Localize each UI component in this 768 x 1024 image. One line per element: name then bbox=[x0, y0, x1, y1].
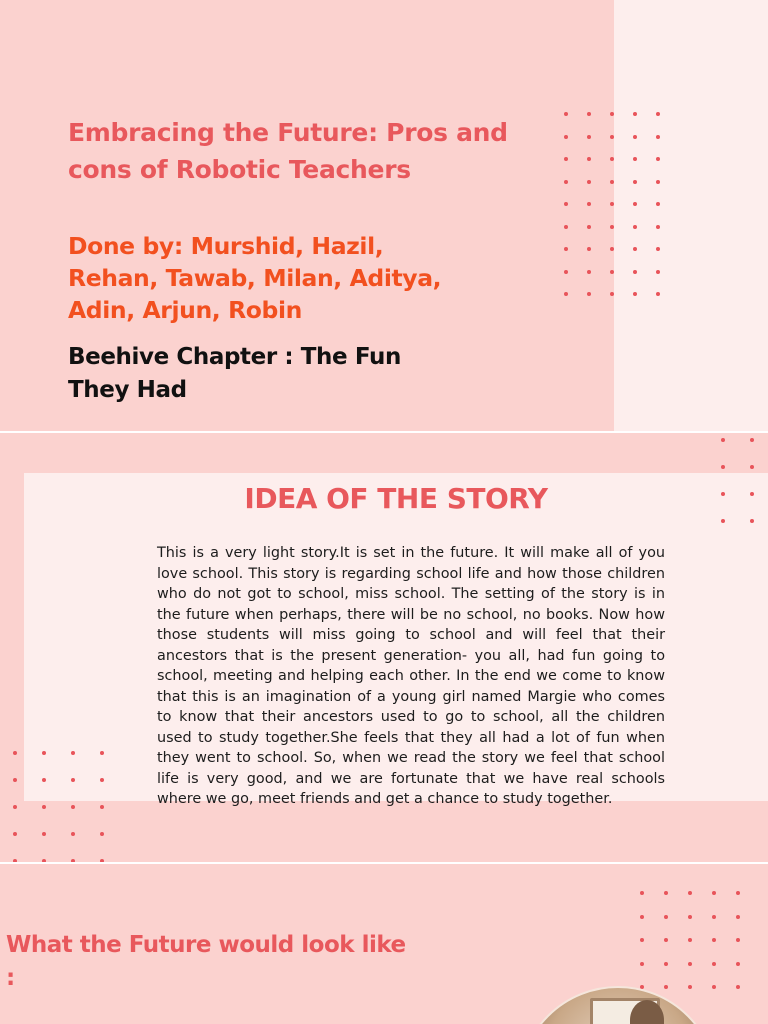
decorative-dot bbox=[721, 465, 725, 469]
decorative-dot bbox=[712, 891, 716, 895]
decorative-dot bbox=[736, 985, 740, 989]
title-slide bbox=[0, 0, 768, 431]
decorative-dot bbox=[71, 832, 75, 836]
decorative-dot bbox=[610, 247, 614, 251]
decorative-dot bbox=[587, 202, 591, 206]
decorative-dot bbox=[100, 805, 104, 809]
decorative-dot bbox=[71, 859, 75, 862]
decorative-dot bbox=[633, 292, 637, 296]
decorative-dot bbox=[736, 891, 740, 895]
decorative-dot bbox=[633, 180, 637, 184]
decorative-dot bbox=[610, 157, 614, 161]
decorative-dot bbox=[42, 805, 46, 809]
decorative-dot bbox=[100, 832, 104, 836]
future-heading: What the Future would look like : bbox=[6, 932, 406, 991]
decorative-dot bbox=[610, 135, 614, 139]
decorative-dot bbox=[13, 859, 17, 862]
decorative-dot bbox=[633, 135, 637, 139]
decorative-dot bbox=[721, 438, 725, 442]
decorative-dot bbox=[13, 805, 17, 809]
decorative-dot bbox=[100, 751, 104, 755]
decorative-dot bbox=[42, 832, 46, 836]
decorative-dot bbox=[71, 778, 75, 782]
section-heading: IDEA OF THE STORY bbox=[244, 482, 548, 515]
decorative-dot bbox=[564, 292, 568, 296]
decorative-dot bbox=[587, 292, 591, 296]
decorative-dot bbox=[736, 938, 740, 942]
decorative-dot bbox=[664, 938, 668, 942]
decorative-dot bbox=[712, 938, 716, 942]
decorative-dot bbox=[564, 135, 568, 139]
decorative-dot bbox=[587, 225, 591, 229]
decorative-dot bbox=[633, 270, 637, 274]
decorative-dot bbox=[13, 832, 17, 836]
decorative-dot bbox=[656, 202, 660, 206]
decorative-dot bbox=[564, 247, 568, 251]
decorative-dot bbox=[640, 938, 644, 942]
decorative-dot bbox=[656, 180, 660, 184]
decorative-dot bbox=[656, 112, 660, 116]
decorative-dot bbox=[664, 985, 668, 989]
decorative-dot bbox=[656, 135, 660, 139]
decorative-dot bbox=[610, 112, 614, 116]
decorative-dot bbox=[564, 225, 568, 229]
decorative-dot bbox=[640, 915, 644, 919]
decorative-dot bbox=[633, 225, 637, 229]
decorative-dot bbox=[664, 962, 668, 966]
decorative-dot bbox=[688, 985, 692, 989]
decorative-dot bbox=[656, 157, 660, 161]
decorative-dot bbox=[13, 778, 17, 782]
decorative-dot bbox=[610, 270, 614, 274]
dot-pattern-bottom-left bbox=[13, 751, 104, 862]
decorative-dot bbox=[640, 962, 644, 966]
decorative-dot bbox=[688, 891, 692, 895]
chapter-name: Beehive Chapter : The Fun They Had bbox=[68, 344, 401, 403]
decorative-dot bbox=[712, 985, 716, 989]
decorative-dot bbox=[71, 751, 75, 755]
decorative-dot bbox=[736, 915, 740, 919]
decorative-dot bbox=[656, 270, 660, 274]
authors-list: Done by: Murshid, Hazil, Rehan, Tawab, Milan, Aditya, Adin, Arjun, Robin bbox=[68, 232, 442, 324]
idea-slide bbox=[0, 433, 768, 862]
decorative-dot bbox=[664, 915, 668, 919]
decorative-dot bbox=[610, 180, 614, 184]
decorative-dot bbox=[656, 247, 660, 251]
decorative-dot bbox=[736, 962, 740, 966]
decorative-dot bbox=[564, 202, 568, 206]
decorative-dot bbox=[656, 292, 660, 296]
decorative-dot bbox=[656, 225, 660, 229]
decorative-dot bbox=[750, 438, 754, 442]
presentation-title: Embracing the Future: Pros and cons of Robotic Teachers bbox=[68, 118, 508, 184]
decorative-dot bbox=[42, 859, 46, 862]
decorative-dot bbox=[633, 202, 637, 206]
decorative-dot bbox=[688, 962, 692, 966]
decorative-dot bbox=[587, 157, 591, 161]
decorative-dot bbox=[564, 157, 568, 161]
decorative-dot bbox=[712, 962, 716, 966]
decorative-dot bbox=[610, 292, 614, 296]
decorative-dot bbox=[564, 112, 568, 116]
future-slide bbox=[0, 864, 768, 1024]
decorative-dot bbox=[633, 112, 637, 116]
decorative-dot bbox=[71, 805, 75, 809]
decorative-dot bbox=[587, 180, 591, 184]
decorative-dot bbox=[610, 202, 614, 206]
decorative-dot bbox=[42, 751, 46, 755]
dot-pattern-top-right bbox=[564, 112, 660, 296]
decorative-dot bbox=[587, 247, 591, 251]
decorative-dot bbox=[100, 859, 104, 862]
decorative-dot bbox=[587, 112, 591, 116]
decorative-dot bbox=[712, 915, 716, 919]
decorative-dot bbox=[633, 157, 637, 161]
decorative-dot bbox=[13, 751, 17, 755]
classroom-photo bbox=[518, 986, 718, 1024]
decorative-dot bbox=[564, 180, 568, 184]
decorative-dot bbox=[42, 778, 46, 782]
decorative-dot bbox=[100, 778, 104, 782]
decorative-dot bbox=[633, 247, 637, 251]
decorative-dot bbox=[688, 938, 692, 942]
decorative-dot bbox=[664, 891, 668, 895]
story-summary: This is a very light story.It is set in the future. It will make all of you love school. This story is regarding school life and how those children who do not got to school, miss school. The setting of the story is in the future when perhaps, there will be no school, no books. Now how those students will miss going to school and will feel that their ancestors that is the present generation- you all, had fun going to school, meeting and helping each other. In the end we come to know that this is an imagination of a young girl named Margie who comes to know that their ancestors used to go to school, all the children used to study together.She feels that they all had a lot of fun when they went to school. So, when we read the story we feel that school life is very good, and we are fortunate that we have real schools where we go, meet friends and get a chance to study together. bbox=[157, 545, 665, 807]
decorative-dot bbox=[610, 225, 614, 229]
decorative-dot bbox=[564, 270, 568, 274]
decorative-dot bbox=[587, 135, 591, 139]
decorative-dot bbox=[688, 915, 692, 919]
decorative-dot bbox=[587, 270, 591, 274]
decorative-dot bbox=[750, 465, 754, 469]
dot-pattern-top-right bbox=[640, 891, 740, 989]
decorative-dot bbox=[721, 519, 725, 523]
decorative-dot bbox=[750, 519, 754, 523]
decorative-dot bbox=[640, 891, 644, 895]
